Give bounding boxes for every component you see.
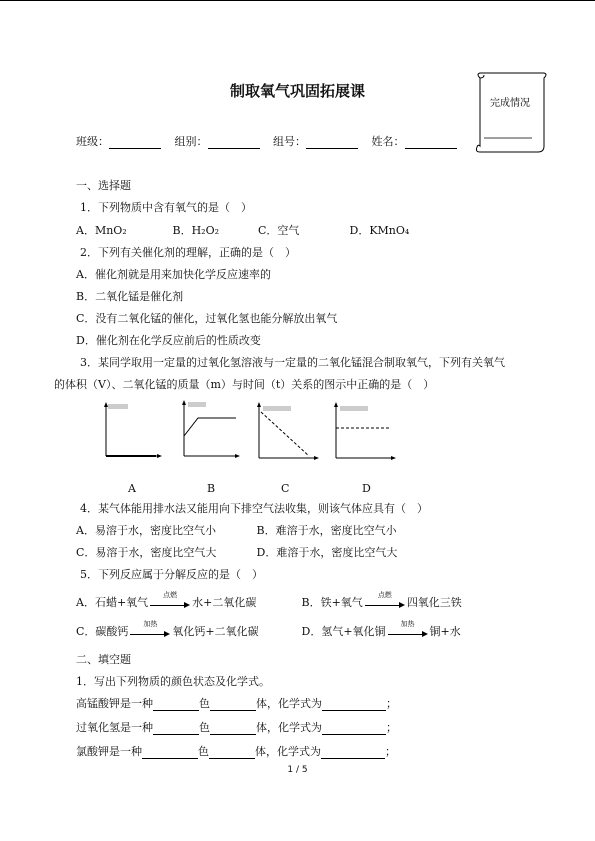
graph-a-axis-label-blur — [108, 404, 128, 409]
name-label: 姓名： — [371, 135, 405, 148]
q1-options — [76, 222, 409, 238]
q2-stem: 2．下列有关催化剂的理解，正确的是（ ） — [80, 246, 296, 259]
q5-options-row1 — [76, 591, 462, 610]
reaction-arrow: 点燃 — [150, 597, 190, 609]
formula-blank[interactable] — [322, 722, 386, 735]
section-fill-heading: 二、填空题 — [76, 653, 131, 666]
group-blank[interactable] — [208, 136, 260, 149]
q4-option-b[interactable]: B．难溶于水，密度比空气小 — [256, 524, 397, 537]
name-blank[interactable] — [405, 136, 457, 149]
q5-option-a[interactable]: A．石蜡+氧气 点燃 水+二氧化碳 — [76, 591, 257, 609]
q3-graph-d[interactable] — [330, 402, 398, 464]
q2-option-b[interactable]: B．二氧化锰是催化剂 — [76, 290, 184, 303]
q1-option-a[interactable]: A．MnO₂ — [76, 224, 127, 237]
q3-graph-b[interactable] — [178, 400, 240, 462]
completion-scroll-box — [472, 72, 550, 154]
state-blank[interactable] — [209, 746, 255, 759]
q4-option-c[interactable]: C．易溶于水，密度比空气大 — [76, 546, 217, 559]
q4-option-a[interactable]: A．易溶于水，密度比空气小 — [76, 524, 216, 537]
q2-option-a[interactable]: A．催化剂就是用来加快化学反应速率的 — [76, 268, 271, 281]
formula-blank[interactable] — [321, 746, 385, 759]
number-blank[interactable] — [306, 136, 358, 149]
q1-stem: 1．下列物质中含有氧气的是（ ） — [80, 201, 252, 214]
formula-blank[interactable] — [322, 698, 386, 711]
reaction-arrow: 加热 — [388, 626, 428, 638]
class-label: 班级： — [76, 135, 109, 148]
q4-option-d[interactable]: D．难溶于水，密度比空气大 — [256, 546, 398, 559]
q3-stem-line1: 3．某同学取用一定量的过氧化氢溶液与一定量的二氧化锰混合制取氧气，下列有关氧气 — [80, 356, 505, 369]
q1-option-c[interactable]: C．空气 — [258, 224, 300, 237]
page-number: 1 / 5 — [287, 765, 308, 775]
student-info-row — [76, 133, 457, 149]
q5-options-row2 — [76, 620, 461, 639]
graph-label-b: B — [207, 482, 216, 495]
reaction-arrow: 加热 — [130, 626, 170, 638]
q4-stem: 4．某气体能用排水法又能用向下排空气法收集，则该气体应具有（ ） — [80, 502, 428, 515]
q5-option-b[interactable]: B．铁+氧气 点燃 四氧化三铁 — [301, 591, 462, 609]
state-blank[interactable] — [210, 698, 256, 711]
color-blank[interactable] — [153, 722, 199, 735]
fill-item-potassium-permanganate: 高锰酸钾是一种 色 体，化学式为 ； — [76, 697, 397, 710]
class-blank[interactable] — [109, 136, 161, 149]
color-blank[interactable] — [153, 698, 199, 711]
completion-label: 完成情况 — [490, 98, 530, 109]
q3-graph-c[interactable] — [253, 402, 321, 464]
q2-option-d[interactable]: D．催化剂在化学反应前后的性质改变 — [76, 334, 261, 347]
q3-stem-line2: 的体积（V）、二氧化锰的质量（m）与时间（t）关系的图示中正确的是（ ） — [54, 378, 435, 391]
q3-graph-a[interactable] — [100, 402, 162, 462]
q5-stem: 5．下列反应属于分解反应的是（ ） — [80, 568, 263, 581]
color-blank[interactable] — [142, 746, 198, 759]
page-title: 制取氧气巩固拓展课 — [229, 82, 365, 100]
fill-item-hydrogen-peroxide: 过氧化氢是一种 色 体，化学式为 ； — [76, 721, 397, 734]
q1-option-b[interactable]: B．H₂O₂ — [172, 224, 220, 237]
q5-option-c[interactable]: C．碳酸钙 加热 氧化钙+二氧化碳 — [76, 620, 259, 638]
group-label: 组别： — [174, 135, 208, 148]
fill-q1-stem: 1．写出下列物质的颜色状态及化学式。 — [76, 675, 270, 688]
graph-label-c: C — [281, 482, 290, 495]
state-blank[interactable] — [210, 722, 256, 735]
q5-option-d[interactable]: D．氢气+氧化铜 加热 铜+水 — [301, 620, 461, 638]
graph-label-d: D — [362, 482, 371, 495]
q4-options-row1 — [76, 522, 397, 538]
number-label: 组号： — [273, 135, 306, 148]
q4-options-row2 — [76, 544, 397, 560]
fill-item-potassium-chlorate: 氯酸钾是一种 色 体，化学式为 ； — [76, 745, 396, 758]
section-choice-heading: 一、选择题 — [76, 179, 131, 192]
q1-option-d[interactable]: D．KMnO₄ — [349, 224, 410, 237]
q2-option-c[interactable]: C．没有二氧化锰的催化，过氧化氢也能分解放出氧气 — [76, 312, 338, 325]
graph-label-a: A — [128, 482, 136, 495]
reaction-arrow: 点燃 — [365, 597, 405, 609]
top-border-line — [0, 0, 595, 1]
